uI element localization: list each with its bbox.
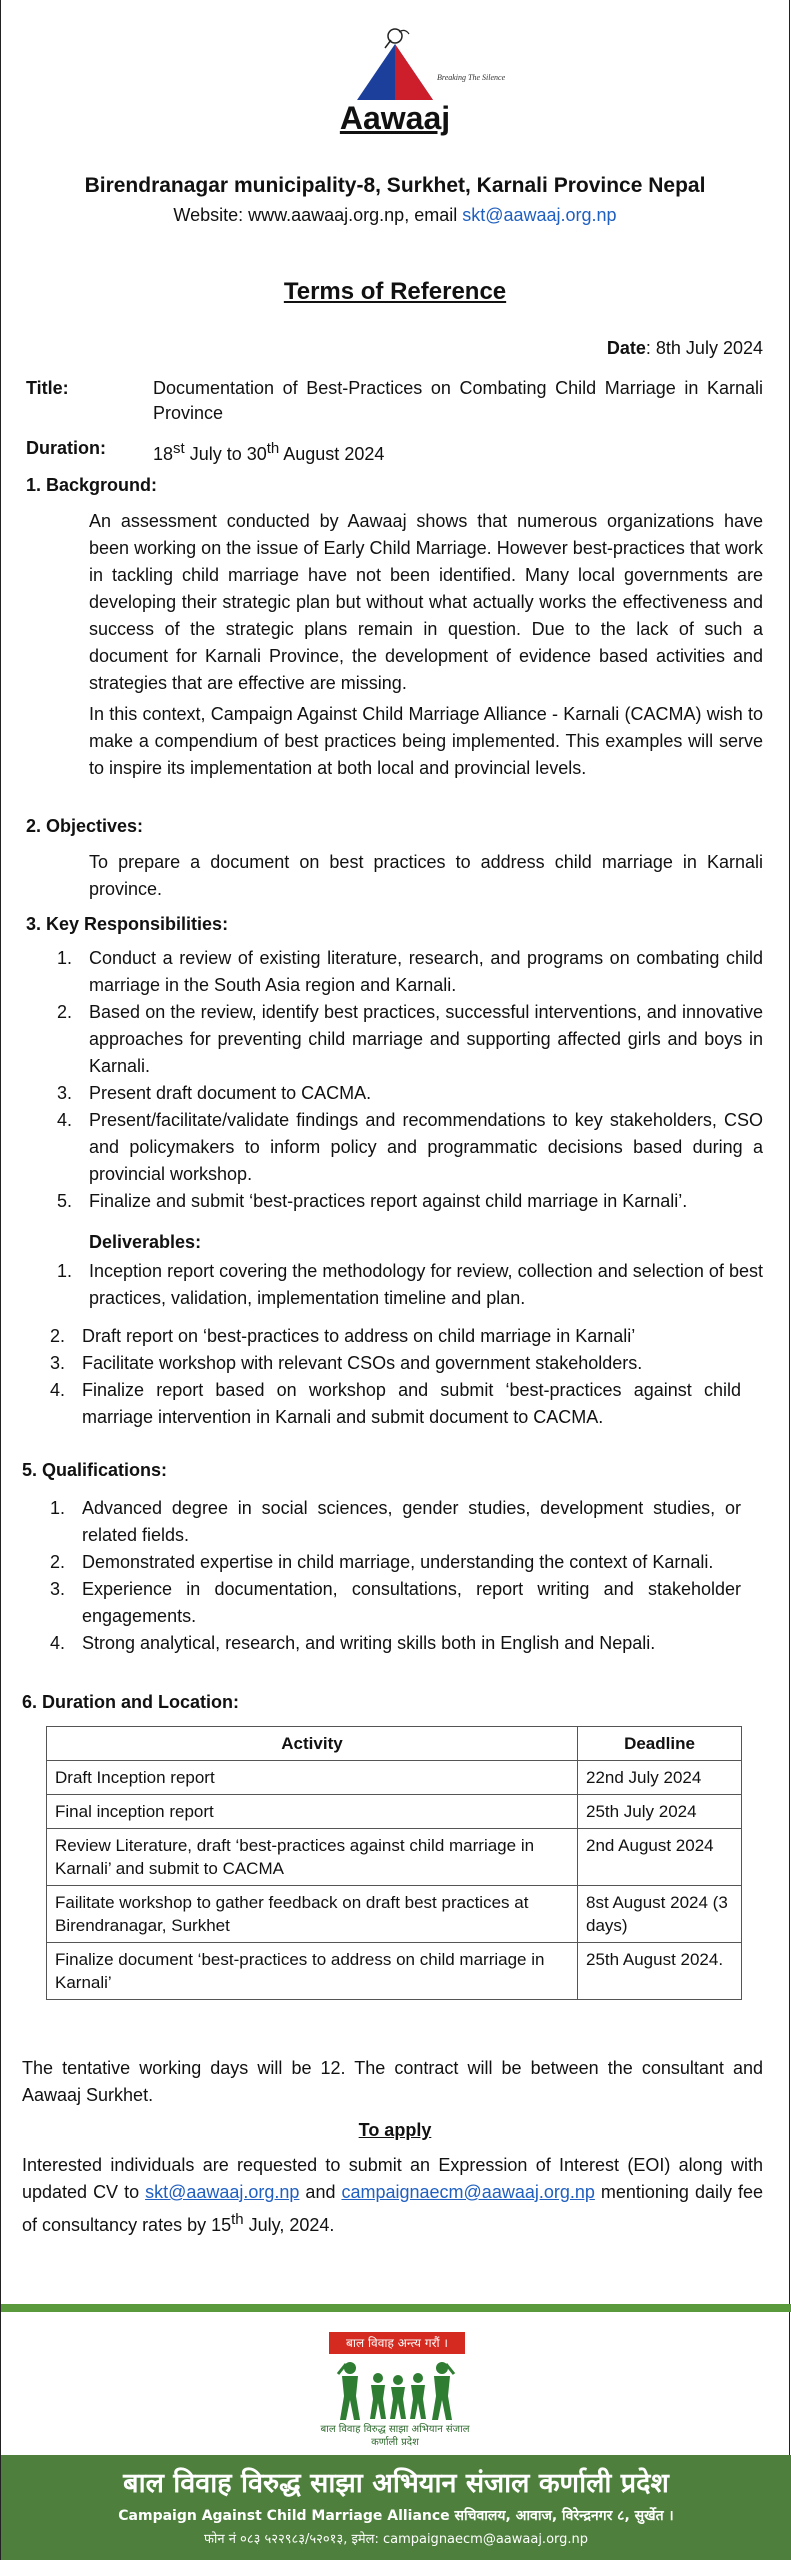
qualifications-list <box>50 1495 741 1657</box>
list-item-number: 4. <box>57 1110 73 1130</box>
list-item-number: 1. <box>50 1498 66 1518</box>
list-item-number: 3. <box>50 1579 66 1599</box>
list-item-number: 5. <box>57 1191 73 1211</box>
activity-cell: Failitate workshop to gather feedback on draft best practices at Birendranagar, Surkhet <box>47 1886 578 1943</box>
website-line <box>1 205 789 226</box>
footer-english-line: Campaign Against Child Marriage Alliance सचिवालय, आवाज, विरेन्द्रनगर ८, सुर्खेत । <box>118 2508 674 2524</box>
apply-email-2-link[interactable]: campaignaecm@aawaaj.org.np <box>341 2182 595 2202</box>
apply-email-1-link[interactable]: skt@aawaaj.org.np <box>145 2182 300 2202</box>
list-item-text: Finalize and submit ‘best-practices report against child marriage in Karnali’. <box>89 1191 688 1211</box>
website-text: Website: www.aawaaj.org.np, email <box>173 205 463 225</box>
list-item-number: 2. <box>57 1002 73 1022</box>
logo-tagline: Breaking The Silence <box>437 73 506 82</box>
list-item <box>50 1495 741 1549</box>
footer-banner <box>1 2455 791 2560</box>
deadline-cell: 25th July 2024 <box>578 1795 742 1829</box>
list-item <box>57 945 763 999</box>
list-item-text: Present draft document to CACMA. <box>89 1083 372 1103</box>
cacma-small-line-1: बाल विवाह विरुद्ध साझा अभियान संजाल <box>320 2424 470 2435</box>
duration-value: 18st July to 30th August 2024 <box>153 440 385 464</box>
responsibilities-list <box>57 945 763 1215</box>
list-item-text: Inception report covering the methodology for review, collection and selection of best practices, validation, implementation timeline and plan. <box>89 1261 763 1308</box>
date-label: Date <box>606 338 646 358</box>
qualifications-heading: 5. Qualifications: <box>22 1460 168 1480</box>
working-days-text: The tentative working days will be 12. The contract will be between the consultant and Aawaaj Surkhet. <box>22 2058 763 2105</box>
list-item <box>57 1188 763 1215</box>
list-item-text: Present/facilitate/validate findings and recommendations to key stakeholders, CSO and policymakers to inform policy and programmatic decisions based during a provincial workshop. <box>89 1110 763 1184</box>
activity-cell: Final inception report <box>47 1795 578 1829</box>
background-paragraph-1: An assessment conducted by Aawaaj shows that numerous organizations have been working on the issue of Early Child Marriage. However best-practices that work in tackling child marriage have not been identified. Many local governments are developing their strategic plan but without what actually works the effectiveness and success of the strategic plans remain in question. Due to the lack of such a document for Karnali Province, the development of evidence based activities and strategies that are effective are missing. <box>89 511 763 693</box>
apply-suffix: mentioning daily fee of consultancy rates by 15th July, 2024. <box>22 2182 763 2235</box>
list-item-number: 1. <box>57 948 73 968</box>
table-row <box>47 1761 742 1795</box>
background-paragraph-2: In this context, Campaign Against Child Marriage Alliance - Karnali (CACMA) wish to make a compendium of best practices being implemented. This examples will serve to inspire its implementation at both local and provincial levels. <box>89 704 763 778</box>
list-item-text: Draft report on ‘best-practices to address on child marriage in Karnali’ <box>82 1326 636 1346</box>
list-item-number: 4. <box>50 1380 66 1400</box>
deadline-cell: 8st August 2024 (3 days) <box>578 1886 742 1943</box>
table-header-row <box>47 1727 742 1761</box>
list-item-text: Conduct a review of existing literature, research, and programs on combating child marriage in the South Asia region and Karnali. <box>89 948 763 995</box>
table-row <box>47 1829 742 1886</box>
people-figures-icon <box>336 2358 456 2422</box>
list-item <box>57 999 763 1080</box>
activity-column-header: Activity <box>47 1727 578 1761</box>
list-item-number: 4. <box>50 1633 66 1653</box>
list-item-text: Demonstrated expertise in child marriage, understanding the context of Karnali. <box>82 1552 714 1572</box>
title-value: Documentation of Best-Practices on Combating Child Marriage in Karnali Province <box>153 378 763 423</box>
footer-divider <box>1 2304 791 2312</box>
apply-paragraph <box>22 2152 763 2239</box>
list-item-text: Finalize report based on workshop and submit ‘best-practices against child marriage intervention in Karnali and submit document to CACMA. <box>82 1380 741 1427</box>
list-item <box>50 1323 741 1350</box>
list-item <box>50 1350 741 1377</box>
document-date <box>607 338 763 359</box>
deliverables-list <box>50 1323 741 1431</box>
deadline-table <box>46 1726 742 2000</box>
list-item <box>50 1549 741 1576</box>
duration-label: Duration: <box>26 438 106 458</box>
deliverables-list-first <box>57 1258 763 1312</box>
activity-cell: Draft Inception report <box>47 1761 578 1795</box>
list-item-number: 3. <box>57 1083 73 1103</box>
org-address: Birendranagar municipality-8, Surkhet, Karnali Province Nepal <box>84 174 706 197</box>
list-item-text: Strong analytical, research, and writing skills both in English and Nepali. <box>82 1633 656 1653</box>
logo-name: Aawaaj <box>339 100 451 136</box>
apply-heading: To apply <box>358 2120 432 2140</box>
list-item <box>50 1377 741 1431</box>
list-item <box>57 1080 763 1107</box>
campaign-sign: बाल विवाह अन्त्य गरौं । <box>329 2332 465 2354</box>
objectives-heading: 2. Objectives: <box>26 816 144 836</box>
footer-contact-line: फोन नं ०८३ ५२२९८३/५२०१३, इमेल: campaignaecm@aawaaj.org.np <box>203 2532 589 2547</box>
list-item-number: 2. <box>50 1552 66 1572</box>
title-label: Title: <box>26 378 69 398</box>
megaphone-triangle-icon <box>295 22 506 102</box>
schedule-heading: 6. Duration and Location: <box>22 1692 240 1712</box>
objectives-paragraph: To prepare a document on best practices to address child marriage in Karnali province. <box>89 852 763 899</box>
deadline-cell: 25th August 2024. <box>578 1943 742 2000</box>
deadline-cell: 2nd August 2024 <box>578 1829 742 1886</box>
list-item <box>50 1576 741 1630</box>
list-item <box>57 1107 763 1188</box>
footer-nepali-title: बाल विवाह विरुद्ध साझा अभियान संजाल कर्णाली प्रदेश <box>123 2468 669 2499</box>
apply-and: and <box>299 2182 342 2202</box>
responsibilities-heading: 3. Key Responsibilities: <box>26 914 229 934</box>
deadline-column-header: Deadline <box>578 1727 742 1761</box>
table-row <box>47 1943 742 2000</box>
deadline-cell: 22nd July 2024 <box>578 1761 742 1795</box>
list-item-text: Based on the review, identify best practices, successful interventions, and innovative approaches for preventing child marriage and supporting affected girls and boys in Karnali. <box>89 1002 763 1076</box>
aawaaj-logo <box>1 22 789 102</box>
cacma-small-line-2: कर्णाली प्रदेश <box>371 2437 419 2448</box>
activity-cell: Finalize document ‘best-practices to address on child marriage in Karnali’ <box>47 1943 578 2000</box>
activity-cell: Review Literature, draft ‘best-practices against child marriage in Karnali’ and submit to CACMA <box>47 1829 578 1886</box>
table-row <box>47 1886 742 1943</box>
deliverables-heading: Deliverables: <box>89 1232 202 1252</box>
header-email-link[interactable]: skt@aawaaj.org.np <box>462 205 617 225</box>
list-item-text: Experience in documentation, consultations, report writing and stakeholder engagements. <box>82 1579 741 1626</box>
list-item-number: 1. <box>57 1261 73 1281</box>
cacma-small-label <box>1 2423 789 2449</box>
date-value: : 8th July 2024 <box>645 338 763 358</box>
list-item-text: Facilitate workshop with relevant CSOs and government stakeholders. <box>82 1353 643 1373</box>
apply-prefix: Interested individuals are requested to submit an Expression of Interest (EOI) along with updated CV to <box>22 2155 763 2202</box>
list-item-number: 2. <box>50 1326 66 1346</box>
list-item-text: Advanced degree in social sciences, gender studies, development studies, or related fields. <box>82 1498 741 1545</box>
page-title: Terms of Reference <box>283 278 507 305</box>
list-item <box>50 1630 741 1657</box>
background-heading: 1. Background: <box>26 475 158 495</box>
list-item-number: 3. <box>50 1353 66 1373</box>
table-row <box>47 1795 742 1829</box>
list-item <box>57 1258 763 1312</box>
